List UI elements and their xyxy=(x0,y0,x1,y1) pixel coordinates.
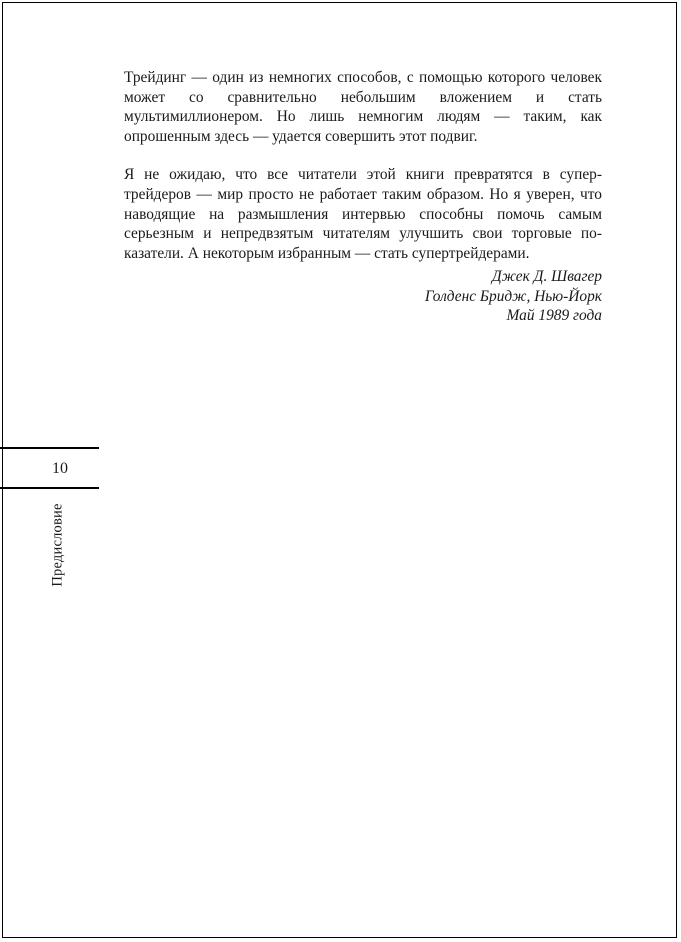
paragraph-2: Я не ожидаю, что все читатели этой книги превратятся в супертрейдеров — мир просто не работает таким образом. Но я уверен, что наводящие на размышления интервью способны помочь самым серьезным и непредвзятым читателям улучшить свои торговые показатели. А некоторым избранным — стать супертрейдерами. xyxy=(124,166,602,262)
folio-rule-bottom xyxy=(0,487,99,489)
signature-author: Джек Д. Швагер xyxy=(491,268,602,285)
folio-rule-top xyxy=(0,447,99,449)
running-head: Предисловие xyxy=(49,503,66,587)
page-number: 10 xyxy=(52,460,68,477)
signature-block xyxy=(425,267,602,326)
signature-place: Голденс Бридж, Нью-Йорк xyxy=(424,287,602,305)
signature-date: Май 1989 года xyxy=(506,307,602,325)
paragraph-1: Трейдинг — один из немногих способов, с помощью которого человек может со сравнительно небольшим вложением и стать мультимиллионером. Но лишь немногим людям — таким, как опрошенным здесь — удается совершить этот подвиг. xyxy=(124,69,602,145)
body-text xyxy=(124,68,602,263)
